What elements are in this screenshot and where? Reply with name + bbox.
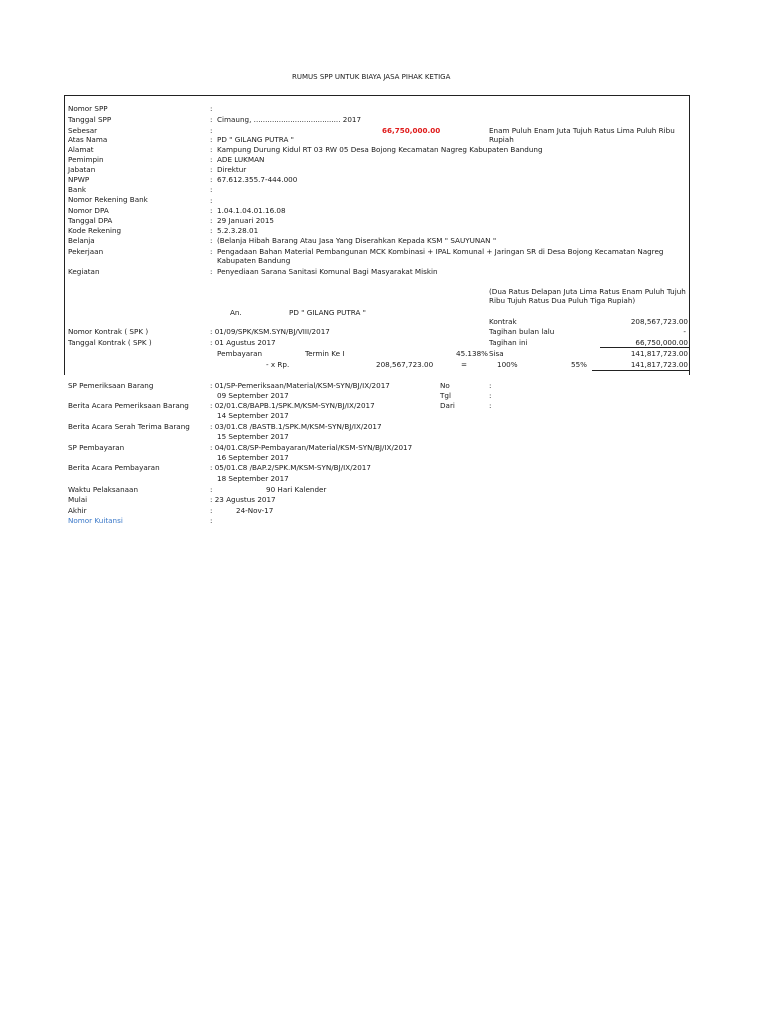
label-npwp: NPWP bbox=[68, 175, 90, 184]
value-sp-pemeriksaan: : 01/SP-Pemeriksaan/Material/KSM-SYN/BJ/IX/2017 bbox=[210, 381, 390, 390]
terbilang-kontrak: (Dua Ratus Delapan Juta Lima Ratus Enam Puluh Tujuh Ribu Tujuh Ratus Dua Puluh Tiga Rupiah) bbox=[489, 287, 686, 305]
value-belanja: (Belanja Hibah Barang Atau Jasa Yang Diserahkan Kepada KSM " SAUYUNAN " bbox=[217, 236, 497, 245]
label-nomor-rekening-bank: Nomor Rekening Bank bbox=[68, 195, 148, 204]
value-tagihan-lalu: - bbox=[683, 327, 686, 336]
value-alamat: Kampung Durung Kidul RT 03 RW 05 Desa Bojong Kecamatan Nagreg Kabupaten Bandung bbox=[217, 145, 543, 154]
value-sp-pembayaran: : 04/01.C8/SP-Pembayaran/Material/KSM-SYN/BJ/IX/2017 bbox=[210, 443, 413, 452]
label-tgl: Tgl bbox=[440, 391, 451, 400]
label-tanggal-spp: Tanggal SPP bbox=[68, 115, 112, 124]
label-alamat: Alamat bbox=[68, 145, 94, 154]
label-mulai: Mulai bbox=[68, 495, 88, 504]
label-tagihan-lalu: Tagihan bulan lalu bbox=[489, 327, 555, 336]
sep-tgl: : bbox=[489, 391, 492, 400]
sep-nomor-dpa: : bbox=[210, 206, 213, 215]
value-npwp: 67.612.355.7-444.000 bbox=[217, 175, 298, 184]
sep-jabatan: : bbox=[210, 165, 213, 174]
value-ba-pemeriksaan: : 02/01.C8/BAPB.1/SPK.M/KSM-SYN/BJ/IX/2017 bbox=[210, 401, 375, 410]
value-an: PD " GILANG PUTRA " bbox=[289, 308, 366, 317]
sep-pekerjaan: : bbox=[210, 247, 213, 256]
sep-pemimpin: : bbox=[210, 155, 213, 164]
calc-left: - x Rp. bbox=[266, 360, 290, 369]
label-waktu-pelaksanaan: Waktu Pelaksanaan bbox=[68, 485, 139, 494]
value-kegiatan: Penyediaan Sarana Sanitasi Komunal Bagi Masyarakat Miskin bbox=[217, 267, 438, 276]
label-tanggal-kontrak: Tanggal Kontrak ( SPK ) bbox=[68, 338, 152, 347]
label-sisa: Sisa bbox=[489, 349, 504, 358]
label-belanja: Belanja bbox=[68, 236, 95, 245]
label-no: No bbox=[440, 381, 450, 390]
value-akhir: 24-Nov-17 bbox=[236, 506, 274, 515]
value-atas-nama: PD " GILANG PUTRA " bbox=[217, 135, 294, 144]
label-ba-pemeriksaan: Berita Acara Pemeriksaan Barang bbox=[68, 401, 189, 410]
calc-eq: = bbox=[461, 360, 468, 369]
label-nomor-spp: Nomor SPP bbox=[68, 104, 108, 113]
label-tanggal-dpa: Tanggal DPA bbox=[68, 216, 113, 225]
sep-alamat: : bbox=[210, 145, 213, 154]
sep-atas-nama: : bbox=[210, 135, 213, 144]
sep-no: : bbox=[489, 381, 492, 390]
date-ba-serah-terima: 15 September 2017 bbox=[217, 432, 289, 441]
label-pembayaran: Pembayaran bbox=[217, 349, 263, 358]
sep-dari: : bbox=[489, 401, 492, 410]
value-nomor-kontrak: : 01/09/SPK/KSM.SYN/BJ/VIII/2017 bbox=[210, 327, 330, 336]
sep-nomor-kuitansi: : bbox=[210, 516, 213, 525]
sep-belanja: : bbox=[210, 236, 213, 245]
label-nomor-dpa: Nomor DPA bbox=[68, 206, 109, 215]
label-termin: Termin Ke I bbox=[305, 349, 345, 358]
label-kegiatan: Kegiatan bbox=[68, 267, 100, 276]
label-tagihan-ini: Tagihan ini bbox=[489, 338, 528, 347]
value-kode-rekening: 5.2.3.28.01 bbox=[217, 226, 259, 235]
sep-nomor-spp: : bbox=[210, 104, 213, 113]
calc-amount: 208,567,723.00 bbox=[376, 360, 434, 369]
sep-tanggal-dpa: : bbox=[210, 216, 213, 225]
label-sebesar: Sebesar bbox=[68, 126, 98, 135]
value-tanggal-dpa: 29 Januari 2015 bbox=[217, 216, 274, 225]
label-kode-rekening: Kode Rekening bbox=[68, 226, 122, 235]
calc-result-underline bbox=[592, 370, 689, 371]
calc-result: 141,817,723.00 bbox=[630, 360, 688, 369]
date-sp-pemeriksaan: 09 September 2017 bbox=[217, 391, 289, 400]
value-tagihan-ini: 66,750,000.00 bbox=[635, 338, 688, 347]
value-pemimpin: ADE LUKMAN bbox=[217, 155, 265, 164]
value-sebesar: 66,750,000.00 bbox=[382, 126, 441, 135]
label-kontrak: Kontrak bbox=[489, 317, 517, 326]
sep-waktu-pelaksanaan: : bbox=[210, 485, 213, 494]
label-pekerjaan: Pekerjaan bbox=[68, 247, 104, 256]
value-sisa: 141,817,723.00 bbox=[630, 349, 688, 358]
tagihan-ini-underline bbox=[600, 347, 689, 348]
value-tanggal-kontrak: : 01 Agustus 2017 bbox=[210, 338, 276, 347]
value-termin-pct: 45.138% bbox=[456, 349, 488, 358]
calc-pct2: 55% bbox=[571, 360, 587, 369]
label-jabatan: Jabatan bbox=[68, 165, 96, 174]
value-waktu-pelaksanaan: 90 Hari Kalender bbox=[266, 485, 327, 494]
label-ba-serah-terima: Berita Acara Serah Terima Barang bbox=[68, 422, 190, 431]
value-jabatan: Direktur bbox=[217, 165, 247, 174]
frame-left-border bbox=[64, 95, 65, 375]
value-ba-pembayaran: : 05/01.C8 /BAP.2/SPK.M/KSM-SYN/BJ/IX/2017 bbox=[210, 463, 371, 472]
frame-top-border bbox=[64, 95, 689, 96]
label-an: An. bbox=[230, 308, 242, 317]
label-sp-pembayaran: SP Pembayaran bbox=[68, 443, 125, 452]
sep-nomor-rekening-bank: : bbox=[210, 196, 213, 205]
label-akhir: Akhir bbox=[68, 506, 87, 515]
sep-npwp: : bbox=[210, 175, 213, 184]
label-pemimpin: Pemimpin bbox=[68, 155, 104, 164]
calc-pct1: 100% bbox=[497, 360, 518, 369]
sep-akhir: : bbox=[210, 506, 213, 515]
label-bank: Bank bbox=[68, 185, 87, 194]
value-nomor-dpa: 1.04.1.04.01.16.08 bbox=[217, 206, 286, 215]
label-nomor-kontrak: Nomor Kontrak ( SPK ) bbox=[68, 327, 149, 336]
value-ba-serah-terima: : 03/01.C8 /BASTB.1/SPK.M/KSM-SYN/BJ/IX/2017 bbox=[210, 422, 382, 431]
date-ba-pemeriksaan: 14 September 2017 bbox=[217, 411, 289, 420]
sep-kode-rekening: : bbox=[210, 226, 213, 235]
label-ba-pembayaran: Berita Acara Pembayaran bbox=[68, 463, 160, 472]
label-sp-pemeriksaan: SP Pemeriksaan Barang bbox=[68, 381, 154, 390]
page-title: RUMUS SPP UNTUK BIAYA JASA PIHAK KETIGA bbox=[292, 73, 451, 81]
sep-kegiatan: : bbox=[210, 267, 213, 276]
date-ba-pembayaran: 18 September 2017 bbox=[217, 474, 289, 483]
terbilang-sebesar: Enam Puluh Enam Juta Tujuh Ratus Lima Puluh Ribu Rupiah bbox=[489, 126, 675, 144]
frame-right-border bbox=[689, 95, 690, 375]
value-pekerjaan: Pengadaan Bahan Material Pembangunan MCK Kombinasi + IPAL Komunal + Jaringan SR di Desa Bojong Kecamatan Nagreg Kabupaten Bandung bbox=[217, 247, 664, 265]
value-tanggal-spp: Cimaung, ...................................... 2017 bbox=[217, 115, 362, 124]
value-mulai: : 23 Agustus 2017 bbox=[210, 495, 276, 504]
sep-bank: : bbox=[210, 185, 213, 194]
label-dari: Dari bbox=[440, 401, 455, 410]
value-kontrak: 208,567,723.00 bbox=[630, 317, 688, 326]
sep-tanggal-spp: : bbox=[210, 115, 213, 124]
label-nomor-kuitansi: Nomor Kuitansi bbox=[68, 516, 123, 525]
sep-sebesar: : bbox=[210, 126, 213, 135]
date-sp-pembayaran: 16 September 2017 bbox=[217, 453, 289, 462]
label-atas-nama: Atas Nama bbox=[68, 135, 108, 144]
